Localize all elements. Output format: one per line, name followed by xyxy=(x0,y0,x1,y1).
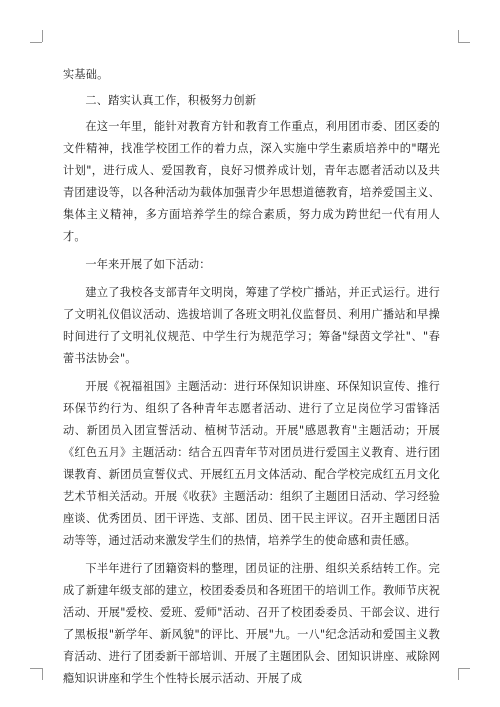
section-heading: 二、踏实认真工作，积极努力创新 xyxy=(85,94,257,107)
document-body xyxy=(63,64,440,696)
paragraph-1: 在这一年里，能针对教育方针和教育工作重点，利用团市委、团区委的文件精神，找准学校团工作的着力点，深入实施中学生素质培养中的"曙光计划"，进行成人、爱国教育，良好习惯养成计划，青年志愿者活动以及共青团建设等，以各种活动为载体加强青少年思想道德教育，培养爱国主义、集体主义精神，多方面培养学生的综合素质，努力成为跨世纪一代有用人才。 xyxy=(63,120,440,243)
paragraph-2: 一年来开展了如下活动： xyxy=(85,258,211,271)
paragraph-3: 建立了我校各支部青年文明岗，筹建了学校广播站，并正式运行。进行了文明礼仪倡议活动、选拔培训了各班文明礼仪监督员、利用广播站和早操时间进行了文明礼仪规范、中学生行为规范学习；筹备"绿茵文学社"、"春蕾书法协会"。 xyxy=(63,286,440,365)
lead-line: 实基础。 xyxy=(63,68,109,81)
paragraph-5: 下半年进行了团籍资料的整理，团员证的注册、组织关系结转工作。完成了新建年级支部的建立，校团委委员和各班团干的培训工作。教师节庆祝活动、开展"爱校、爱班、爱师"活动、召开了校团委委员、干部会议、进行了黑板报"新学年、新风貌"的评比、开展"九。一八"纪念活动和爱国主义教育活动、进行了团委新干部培训、开展了主题团队会、团知识讲座、戒除网瘾知识讲座和学生个性特长展示活动、开展了成 xyxy=(63,562,440,685)
paragraph-4: 开展《祝福祖国》主题活动：进行环保知识讲座、环保知识宣传、推行环保节约行为、组织了各种青年志愿者活动、进行了立足岗位学习雷锋活动、新团员入团宣誓活动、植树节活动。开展"感恩教育"主题活动；开展《红色五月》主题活动：结合五四青年节对团员进行爱国主义教育、进行团课教育、新团员宣誓仪式、开展红五月文体活动、配合学校完成红五月文化艺术节相关活动。开展《收获》主题活动：组织了主题团日活动、学习经验座谈、优秀团员、团干评选、支部、团员、团干民主评议。召开主题团日活动等等，通过活动来激发学生们的热情，培养学生的使命感和责任感。 xyxy=(63,380,440,547)
